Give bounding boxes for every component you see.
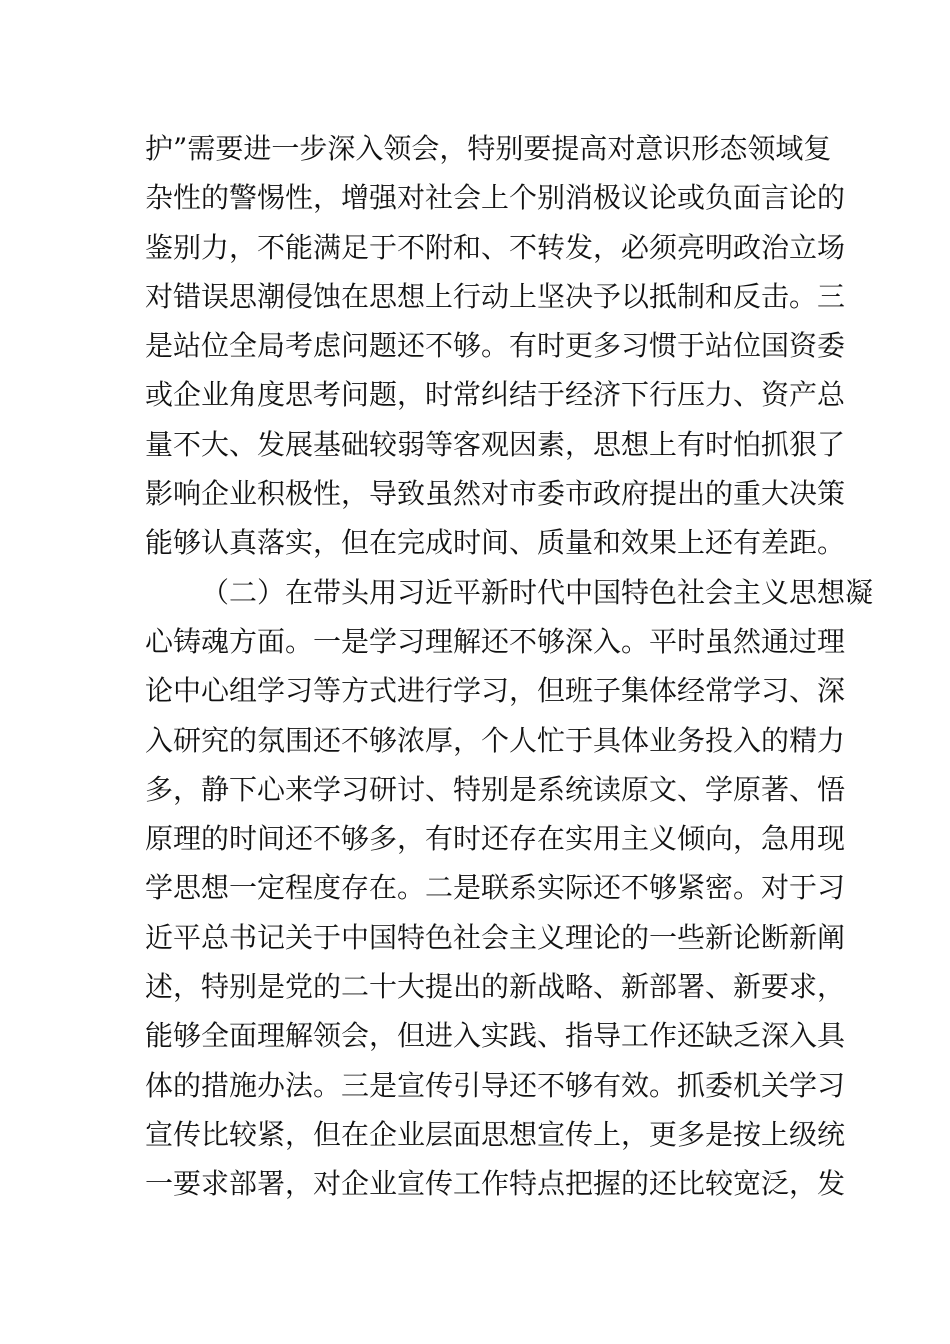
text-line-15: 原理的时间还不够多，有时还存在实用主义倾向，急用现	[145, 822, 846, 856]
text-line-18: 述，特别是党的二十大提出的新战略、新部署、新要求，	[145, 970, 846, 1004]
text-line-11: 心铸魂方面。一是学习理解还不够深入。平时虽然通过理	[145, 624, 846, 658]
text-line-12: 论中心组学习等方式进行学习，但班子集体经常学习、深	[145, 674, 846, 708]
text-line-22: 一要求部署，对企业宣传工作特点把握的还比较宽泛，发	[145, 1167, 846, 1201]
text-line-17: 近平总书记关于中国特色社会主义理论的一些新论断新阐	[145, 920, 846, 954]
text-line-14: 多，静下心来学习研讨、特别是系统读原文、学原著、悟	[145, 772, 846, 806]
text-line-7: 量不大、发展基础较弱等客观因素，思想上有时怕抓狠了	[145, 427, 846, 461]
text-line-9: 能够认真落实，但在完成时间、质量和效果上还有差距。	[145, 526, 846, 560]
text-line-19: 能够全面理解领会，但进入实践、指导工作还缺乏深入具	[145, 1019, 846, 1053]
text-line-1: 护”需要进一步深入领会，特别要提高对意识形态领域复	[145, 132, 832, 165]
text-line-20: 体的措施办法。三是宣传引导还不够有效。抓委机关学习	[145, 1068, 846, 1102]
text-line-16: 学思想一定程度存在。二是联系实际还不够紧密。对于习	[145, 871, 846, 905]
text-line-5: 是站位全局考虑问题还不够。有时更多习惯于站位国资委	[145, 329, 846, 363]
text-line-13: 入研究的氛围还不够浓厚，个人忙于具体业务投入的精力	[145, 723, 846, 757]
text-line-3: 鉴别力，不能满足于不附和、不转发，必须亮明政治立场	[145, 230, 846, 264]
body-text	[145, 124, 874, 1209]
text-line-8: 影响企业积极性，导致虽然对市委市政府提出的重大决策	[145, 477, 846, 511]
text-line-2: 杂性的警惕性，增强对社会上个别消极议论或负面言论的	[145, 181, 846, 215]
text-line-21: 宣传比较紧，但在企业层面思想宣传上，更多是按上级统	[145, 1117, 846, 1151]
section-heading-line: （二）在带头用习近平新时代中国特色社会主义思想凝	[201, 575, 874, 609]
text-line-4: 对错误思潮侵蚀在思想上行动上坚决予以抵制和反击。三	[145, 279, 846, 313]
text-line-6: 或企业角度思考问题，时常纠结于经济下行压力、资产总	[145, 378, 846, 412]
